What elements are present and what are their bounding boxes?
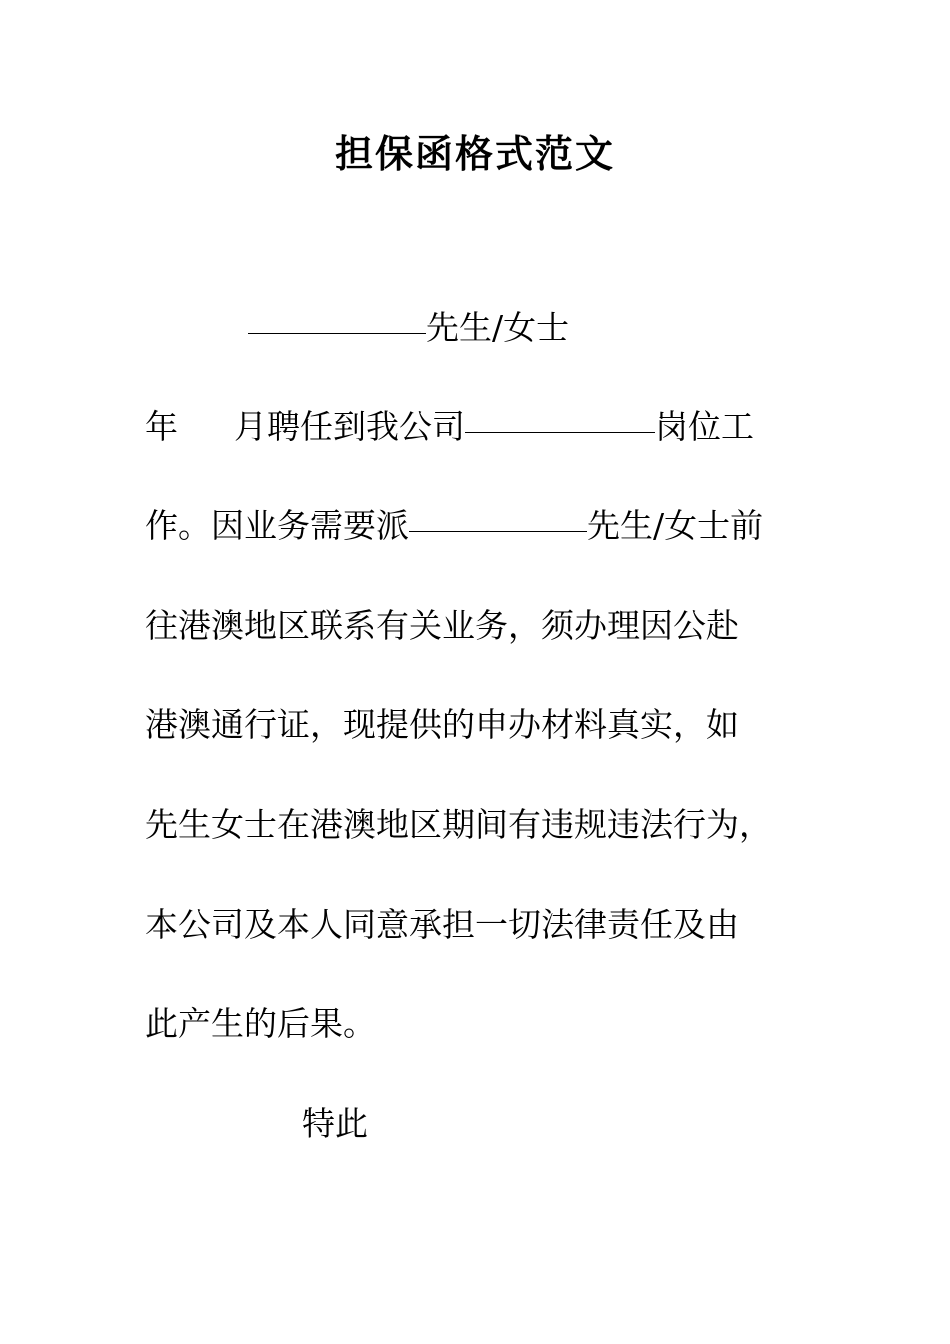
position-suffix: 岗位工 [655,407,754,446]
hire-text: 月聘任到我公司 [234,407,465,446]
year-label: 年 [145,407,178,446]
body-line-2 [145,504,763,548]
body-line-4: 港澳通行证，现提供的申办材料真实，如 [145,705,739,744]
body-line-3: 往港澳地区联系有关业务，须办理因公赴 [145,606,739,645]
dispatch-text: 作。因业务需要派 [145,506,409,545]
body-line-7: 此产生的后果。 [145,1004,376,1043]
body-line-6: 本公司及本人同意承担一切法律责任及由 [145,905,739,944]
body-line-5: 先生女士在港澳地区期间有违规违法行为， [145,805,772,844]
closing-text: 特此 [302,1104,368,1143]
document-title: 担保函格式范文 [334,131,615,176]
salutation-suffix: 先生/女士 [426,308,570,347]
body-line-1 [145,405,754,449]
dispatch-suffix: 先生/女士前 [587,506,764,545]
salutation-line [248,306,569,350]
